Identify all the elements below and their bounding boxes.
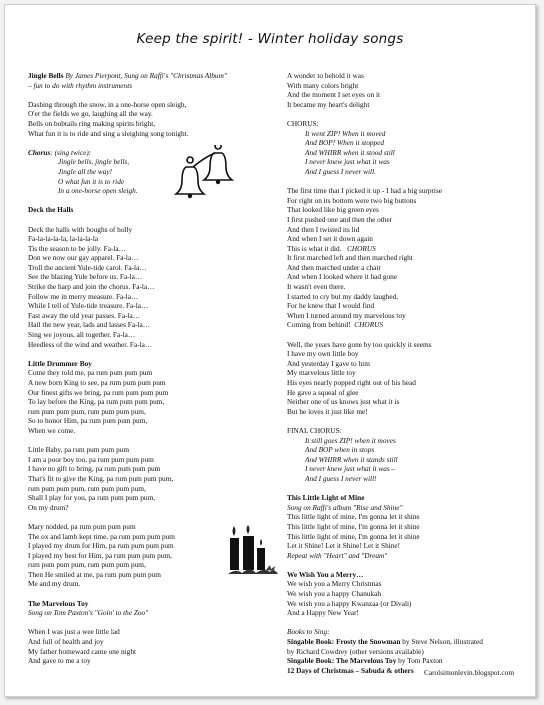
bells-icon — [170, 145, 242, 205]
candles-icon — [228, 524, 278, 576]
marvelous-toy-verse-3: Well, the years have gone by too quickly it seems I have my own little boy And yesterday I gave to him My marvelous little toy His eyes nearly popped right out of his head He gave a squeal of glee Neither one of us knows just what it is But he loves it just like me! — [287, 339, 432, 416]
right-column — [287, 71, 532, 675]
jingle-bells-heading: Jingle Bells By James Pierpont, Sung on Raffi's "Christmas Album" — [28, 71, 227, 80]
little-light-lyrics: This little light of mine, I'm gonna let it shine This little light of mine, I'm gonna let it shine This little light of mine, I'm gonna let it shine Let it Shine! Let it Shine! Let it Shine! — [287, 512, 420, 551]
page-title: Keep the spirit! - Winter holiday songs — [136, 31, 404, 47]
drummer-boy-heading: Little Drummer Boy — [28, 358, 92, 368]
jingle-bells-chorus-label: Chorus: (sing twice): — [28, 147, 92, 157]
drummer-boy-verse-2: Little Baby, pa rum pum pum pum I am a poor boy too, pa rum pum pum pum I have no gift to bring, pa rum pum pum pum That's fit to give the King, pa rum pum pum pum, rum pum pum pum, rum pum pum pum, Shall I play for you, pa rum pum pum pum, On my drum? — [28, 445, 174, 512]
left-column — [28, 71, 283, 666]
final-chorus-label: FINAL CHORUS: — [287, 425, 342, 435]
jingle-bells-chorus: Jingle bells, jingle bells, Jingle all the way! O what fun it is to ride In a one-horse open sleigh. — [58, 157, 138, 196]
marvelous-toy-heading: The Marvelous Toy — [28, 598, 89, 608]
deck-halls-heading: Deck the Halls — [28, 205, 74, 215]
marvelous-toy-verse-2: The first time that I picked it up - I had a big surprise For right on its bottom were two big buttons That looked like big green eyes I first pushed one and then the other And then I twisted its lid And when I set it down again This is what it did. CHORUS It first marched left and then marched right And then marched under a chair And when I looked where it had gone It wasn't even there. I started to cry but my daddy laughed, For he knew that I would find When I turned around my marvelous toy Coming from behind! CHORUS — [287, 186, 443, 330]
deck-halls-lyrics: Deck the halls with boughs of holly Fa-la-la-la-la, la-la-la-la Tis the season to be jolly. Fa-la… Don we now our gay apparel. Fa-la… Troll the ancient Yule-tide carol. Fa-la… See the blazing Yule before us. Fa-la… Strike the harp and join the chorus. Fa-la… Follow me in merry measure. Fa-la… While I tell of Yule-tide treasure. Fa-la… Fast away the old year passes. Fa-la… Hail the new year, lads and lasses Fa-la… Sing we joyous, all together. Fa-la… Heedless of the wind and weather. Fa-la… — [28, 224, 155, 349]
little-light-heading: This Little Light of Mine — [287, 493, 365, 503]
little-light-byline: Song on Raffi's album "Rise and Shine" — [287, 502, 403, 512]
drummer-boy-verse-3: Mary nodded, pa rum pum pum pum The ox and lamb kept time, pa rum pum pum pum I played my drum for Him, pa rum pum pum pum I played my best for Him, pa rum pum pum pum, rum pum pum pum, rum pum pum pum, Then He smiled at me, pa rum pum pum pum Me and my drum. — [28, 521, 175, 589]
document-page — [4, 4, 536, 697]
chorus-tag-2: CHORUS — [354, 320, 384, 330]
chorus-tag: CHORUS — [347, 243, 376, 253]
chorus-label: CHORUS: — [287, 118, 319, 128]
marvelous-toy-verse-1: When I was just a wee little lad And full of health and joy My father homeward came one night And gave to me a toy — [28, 627, 136, 666]
footer-url: Carolsimonlevin.blogspot.com — [424, 668, 514, 677]
books-list: Singable Book: Frosty the Snowman by Steve Nelson, illustrated by Richard Cowdrey (other versions available) Singable Book: The Marvelous Toy by Tom Paxton 12 Days of Christmas – Sabuda & others — [287, 637, 483, 675]
merry-lyrics: We wish you a Merry Christmas We wish you a happy Chanukah We wish you a happy Kwanzaa (or Divali) And a Happy New Year! — [287, 579, 412, 618]
marvelous-toy-byline: Song on Tom Paxton's "Goin' to the Zoo" — [28, 608, 149, 618]
jingle-bells-verse: Dashing through the snow, in a one-horse open sleigh, O'er the fields we go, laughing all the way. Bells on bobtails ring making spirits bright, What fun it is to ride and sing a sleighing song tonight. — [28, 99, 189, 138]
jingle-bells-note: – fun to do with rhythm instruments — [28, 80, 133, 90]
merry-heading: We Wish You a Merry… — [287, 569, 364, 579]
toy-chorus: It went ZIP! When it moved And BOP! When it stopped And WHIRR when it stood still I never knew just what it was And I guess I never will. — [305, 128, 395, 176]
books-label: Books to Sing: — [287, 627, 330, 637]
drummer-boy-verse-1: Come they told me, pa rum pum pum pum A new born King to see, pa rum pum pum pum Our finest gifts we bring, pa rum pum pum pum To lay before the King, pa rum pum pum pum, rum pum pum pum, rum pum pum pum, So to honor Him, pa rum pum pum pum, When we come. — [28, 368, 169, 435]
little-light-repeat: Repeat with "Heart" and "Dream" — [287, 550, 388, 560]
marvelous-toy-verse-1-cont: A wonder to behold it was With many colors bright And the moment I set eyes on it It became my heart's delight — [287, 71, 381, 109]
final-chorus: It still goes ZIP! when it moves And BOP when in stops And WHIRR when it stands still I never knew just what it was – And I guess I never will! — [305, 435, 398, 483]
